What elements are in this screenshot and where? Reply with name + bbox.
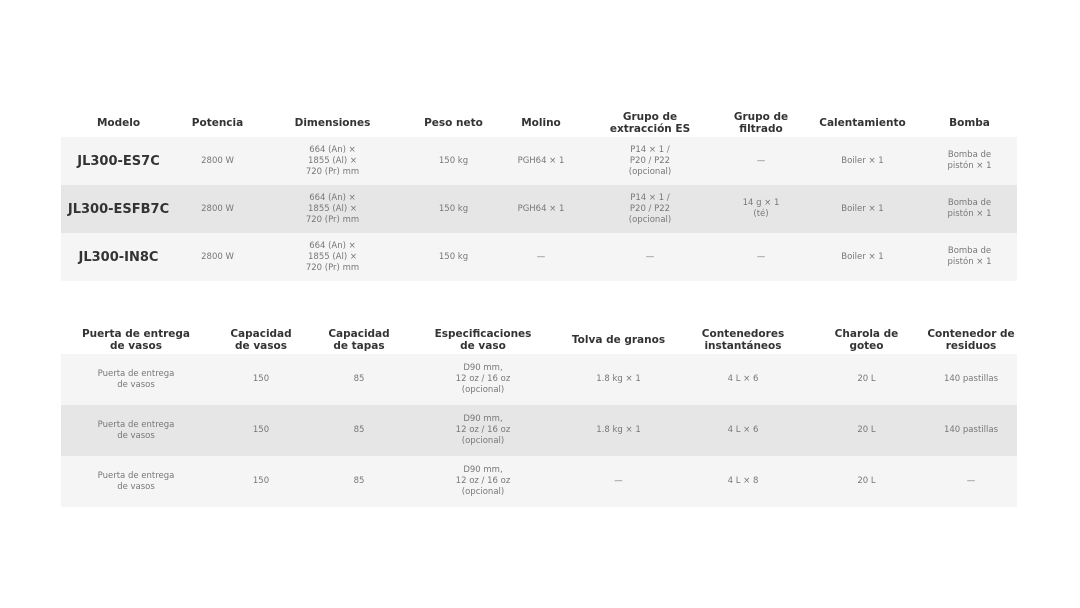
table-cell: P14 × 1 / P20 / P22 (opcional) bbox=[581, 185, 719, 233]
header-dimensiones: Dimensiones bbox=[294, 116, 371, 129]
header-molino: Molino bbox=[521, 116, 561, 129]
header-capacidad-vasos: Capacidad de vasos bbox=[230, 327, 292, 352]
table-cell: 150 kg bbox=[406, 137, 501, 185]
table-cell: Boiler × 1 bbox=[803, 185, 922, 233]
header-potencia: Potencia bbox=[191, 116, 244, 129]
model-name: JL300-ESFB7C bbox=[61, 185, 176, 233]
table-cell: 4 L × 6 bbox=[678, 405, 808, 456]
header-grupo-extraccion: Grupo de extracción ES bbox=[609, 110, 691, 135]
header-contenedores-instantaneos: Contenedores instantáneos bbox=[701, 327, 785, 352]
table-cell: 20 L bbox=[808, 456, 925, 507]
table-cell: Boiler × 1 bbox=[803, 137, 922, 185]
table-cell: 85 bbox=[311, 354, 407, 405]
table-cell: Puerta de entrega de vasos bbox=[61, 456, 211, 507]
table-cell: 2800 W bbox=[176, 137, 259, 185]
table-cell: 150 kg bbox=[406, 185, 501, 233]
table-cell: 85 bbox=[311, 405, 407, 456]
header-contenedor-residuos: Contenedor de residuos bbox=[927, 327, 1015, 352]
table-cell: Bomba de pistón × 1 bbox=[922, 233, 1017, 281]
header-puerta-entrega: Puerta de entrega de vasos bbox=[81, 327, 191, 352]
specs-table-capacity bbox=[61, 325, 1017, 507]
table-cell: 20 L bbox=[808, 405, 925, 456]
table-cell: 2800 W bbox=[176, 185, 259, 233]
table-cell: 140 pastillas bbox=[925, 354, 1017, 405]
table-cell: 150 bbox=[211, 456, 311, 507]
model-name: JL300-ES7C bbox=[61, 137, 176, 185]
table-cell: Bomba de pistón × 1 bbox=[922, 185, 1017, 233]
header-peso-neto: Peso neto bbox=[424, 116, 483, 129]
table-cell: 85 bbox=[311, 456, 407, 507]
table-cell: Puerta de entrega de vasos bbox=[61, 405, 211, 456]
header-calentamiento: Calentamiento bbox=[819, 116, 906, 129]
header-capacidad-tapas: Capacidad de tapas bbox=[328, 327, 390, 352]
table-cell: 1.8 kg × 1 bbox=[559, 405, 678, 456]
header-grupo-filtrado: Grupo de filtrado bbox=[733, 110, 789, 135]
table-cell: 140 pastillas bbox=[925, 405, 1017, 456]
table-cell: — bbox=[719, 233, 803, 281]
table-cell: P14 × 1 / P20 / P22 (opcional) bbox=[581, 137, 719, 185]
table-cell: 664 (An) × 1855 (Al) × 720 (Pr) mm bbox=[259, 233, 406, 281]
table-cell: Puerta de entrega de vasos bbox=[61, 354, 211, 405]
table-cell: D90 mm, 12 oz / 16 oz (opcional) bbox=[407, 354, 559, 405]
table-cell: D90 mm, 12 oz / 16 oz (opcional) bbox=[407, 456, 559, 507]
header-charola-goteo: Charola de goteo bbox=[834, 327, 899, 352]
header-modelo: Modelo bbox=[96, 116, 141, 129]
table-cell: — bbox=[719, 137, 803, 185]
table-cell: 14 g × 1 (té) bbox=[719, 185, 803, 233]
table-cell: 150 bbox=[211, 354, 311, 405]
table-cell: 1.8 kg × 1 bbox=[559, 354, 678, 405]
table-cell: Bomba de pistón × 1 bbox=[922, 137, 1017, 185]
table-cell: PGH64 × 1 bbox=[501, 137, 581, 185]
table-cell: D90 mm, 12 oz / 16 oz (opcional) bbox=[407, 405, 559, 456]
model-name: JL300-IN8C bbox=[61, 233, 176, 281]
table-cell: PGH64 × 1 bbox=[501, 185, 581, 233]
header-bomba: Bomba bbox=[949, 116, 990, 129]
table-cell: 664 (An) × 1855 (Al) × 720 (Pr) mm bbox=[259, 137, 406, 185]
table-cell: — bbox=[925, 456, 1017, 507]
table-cell: 4 L × 8 bbox=[678, 456, 808, 507]
table-cell: Boiler × 1 bbox=[803, 233, 922, 281]
table-cell: 20 L bbox=[808, 354, 925, 405]
table-cell: 150 kg bbox=[406, 233, 501, 281]
table-cell: 150 bbox=[211, 405, 311, 456]
table-cell: — bbox=[559, 456, 678, 507]
specs-table-main bbox=[61, 108, 1017, 281]
table-cell: 4 L × 6 bbox=[678, 354, 808, 405]
table-cell: 2800 W bbox=[176, 233, 259, 281]
table-cell: — bbox=[581, 233, 719, 281]
header-especificaciones-vaso: Especificaciones de vaso bbox=[434, 327, 532, 352]
table-cell: — bbox=[501, 233, 581, 281]
header-tolva-granos: Tolva de granos bbox=[571, 333, 666, 346]
table-cell: 664 (An) × 1855 (Al) × 720 (Pr) mm bbox=[259, 185, 406, 233]
